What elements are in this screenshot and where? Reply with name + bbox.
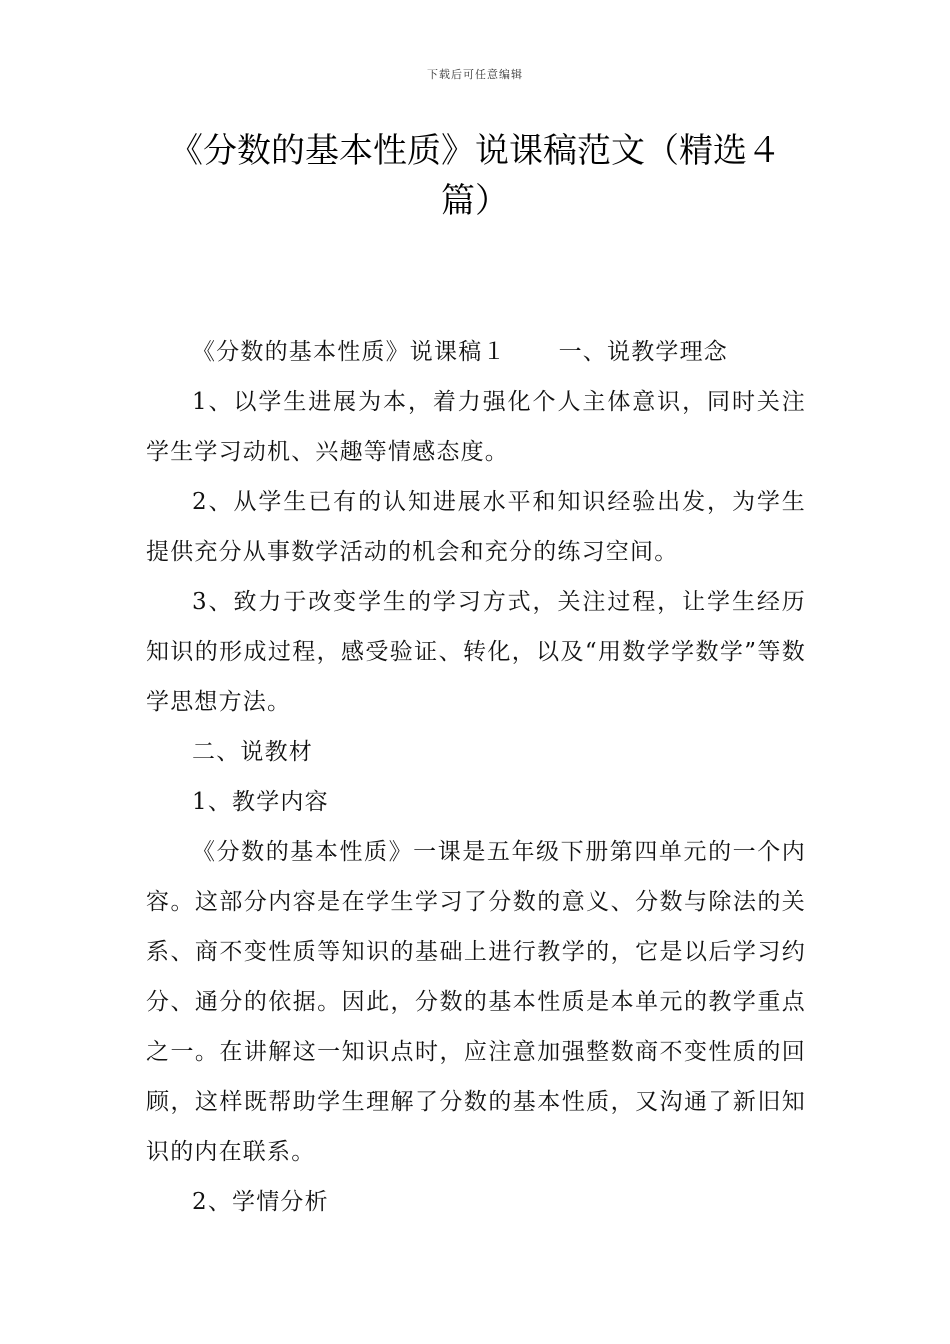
paragraph-tail: 一、说教学理念	[558, 339, 729, 365]
document-title: 《分数的基本性质》说课稿范文（精选４篇）	[169, 131, 781, 221]
paragraph-heading-1	[146, 327, 806, 377]
paragraph: 2、从学生已有的认知进展水平和知识经验出发，为学生提供充分从事数学活动的机会和充分的练习空间。	[146, 489, 806, 565]
paragraph: 3、致力于改变学生的学习方式，关注过程，让学生经历知识的形成过程，感受验证、转化，以及“用数学学数学”等数学思想方法。	[146, 589, 806, 715]
subsection-heading: 2、学情分析	[192, 1189, 329, 1215]
paragraph-lead: 《分数的基本性质》说课稿１	[192, 339, 507, 365]
document-body	[146, 327, 806, 1227]
subsection-heading: 1、教学内容	[192, 789, 329, 815]
paragraph: 《分数的基本性质》一课是五年级下册第四单元的一个内容。这部分内容是在学生学习了分数的意义、分数与除法的关系、商不变性质等知识的基础上进行教学的，它是以后学习约分、通分的依据。因此，分数的基本性质是本单元的教学重点之一。在讲解这一知识点时，应注意加强整数商不变性质的回顾，这样既帮助学生理解了分数的基本性质，又沟通了新旧知识的内在联系。	[146, 839, 806, 1165]
section-heading: 二、说教材	[192, 739, 313, 765]
paragraph: 1、以学生进展为本，着力强化个人主体意识，同时关注学生学习动机、兴趣等情感态度。	[146, 389, 806, 465]
header-note: 下载后可任意编辑	[427, 68, 523, 81]
